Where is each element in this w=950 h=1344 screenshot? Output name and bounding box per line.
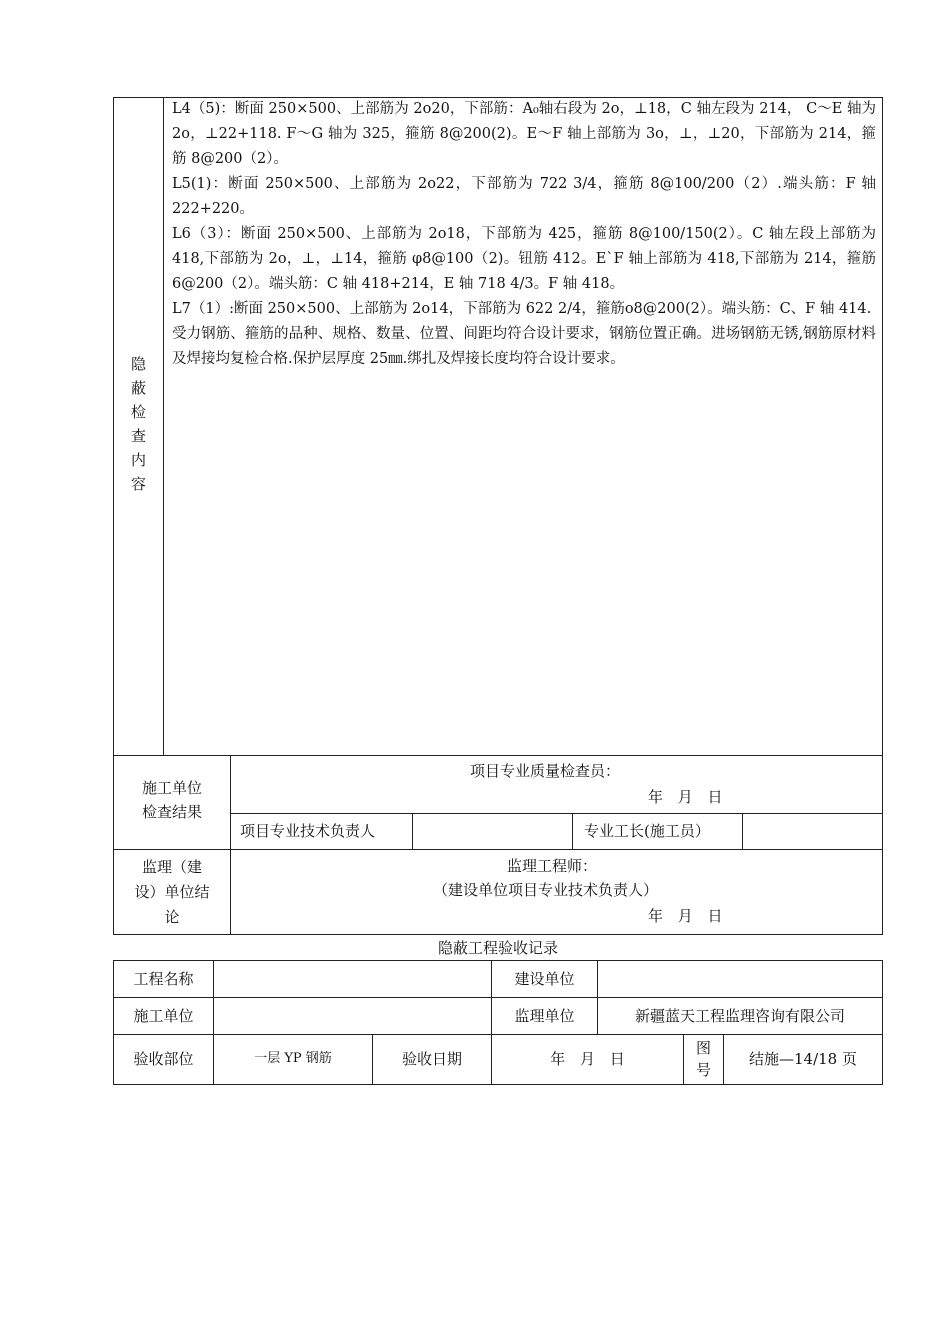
drawing-number-label: 图 号 — [695, 1039, 711, 1079]
record-title: 隐蔽工程验收记录 — [437, 939, 558, 957]
supervision-unit-value: 新疆蓝天工程监理咨询有限公司 — [634, 1007, 845, 1025]
foreman-label-divider-left — [572, 813, 573, 850]
tech-lead-label: 项目专业技术负责人 — [240, 822, 376, 840]
inspection-side-label — [114, 352, 163, 496]
foreman-label: 专业工长(施工员） — [584, 822, 710, 840]
side-label-char: 隐 — [130, 355, 146, 373]
inspection-conclusion: 受力钢筋、箍筋的品种、规格、数量、位置、间距均符合设计要求，钢筋位置正确。进场钢筋无锈,钢筋原材料及焊接均复检合格.保护层厚度 25㎜.绑扎及焊接长度均符合设计要求。 — [172, 326, 876, 367]
record-row-line-2 — [113, 1034, 883, 1035]
side-label-char: 查 — [130, 427, 146, 445]
project-name-field[interactable] — [214, 961, 491, 997]
acceptance-date-value[interactable]: 年 月 日 — [550, 1050, 625, 1068]
acceptance-date-label: 验收日期 — [401, 1050, 462, 1068]
drawing-number-value: 结施—14/18 页 — [749, 1050, 857, 1068]
owner-unit-label: 建设单位 — [514, 970, 575, 988]
foreman-signature-field[interactable] — [743, 814, 882, 849]
construction-check-date: 年 月 日 — [648, 788, 723, 806]
quality-inspector-label: 项目专业质量检查员： — [470, 762, 621, 780]
beam-l7-spec: L7（1）:断面 250×500、上部筋为 2o14，下部筋为 622 2/4，箍筋o8@200(2）。端头筋：C、F 轴 414. — [172, 301, 872, 317]
owner-unit-field[interactable] — [598, 961, 882, 997]
beam-l5-spec: L5(1)：断面 250×500、上部筋为 2o22，下部筋为 722 3/4，箍筋 8@100/200（2）.端头筋：F 轴 222+220。 — [172, 176, 876, 217]
side-label-char: 内 — [130, 451, 146, 469]
tech-lead-signature-field[interactable] — [413, 814, 572, 849]
project-name-label: 工程名称 — [133, 970, 194, 988]
side-label-char: 检 — [130, 403, 146, 421]
inspection-content — [172, 97, 876, 372]
acceptance-part-label: 验收部位 — [133, 1050, 194, 1068]
construction-unit-field[interactable] — [214, 998, 491, 1034]
beam-l4-spec: L4（5)：断面 250×500、上部筋为 2o20，下部筋：A₀轴右段为 2o，⊥18，C 轴左段为 214， C～E 轴为 2o，⊥22+118. F～G 轴为 325，箍筋 8@200(2)。E～F 轴上部筋为 3o，⊥，⊥20，下部筋为 214，箍筋 8@200（2）。 — [172, 101, 876, 167]
beam-l6-spec: L6（3）：断面 250×500、上部筋为 2o18，下部筋为 425，箍筋 8@100/150(2）。C 轴左段上部筋为 418,下部筋为 2o，⊥，⊥14，箍筋 φ8@100（2)。钮筋 412。E`F 轴上部筋为 418,下部筋为 214，箍筋 6@200（2）。端头筋：C 轴 418+214，E 轴 718 4/3。F 轴 418。 — [172, 226, 876, 292]
construction-check-divider — [230, 755, 231, 850]
side-label-char: 蔽 — [130, 379, 146, 397]
supervision-engineer-label: 监理工程师： — [507, 857, 598, 875]
supervision-label: 监理（建 设）单位结 论 — [134, 858, 210, 926]
supervision-unit-label: 监理单位 — [514, 1007, 575, 1025]
construction-check-label: 施工单位 检查结果 — [141, 779, 202, 821]
supervision-date: 年 月 日 — [648, 907, 723, 925]
construction-unit-label: 施工单位 — [133, 1007, 194, 1025]
supervision-divider — [230, 849, 231, 935]
owner-tech-lead-label: （建设单位项目专业技术负责人） — [433, 881, 659, 899]
side-label-char: 容 — [130, 475, 146, 493]
acceptance-part-value: 一层 YP 钢筋 — [254, 1051, 332, 1066]
inspection-column-divider — [163, 97, 164, 756]
